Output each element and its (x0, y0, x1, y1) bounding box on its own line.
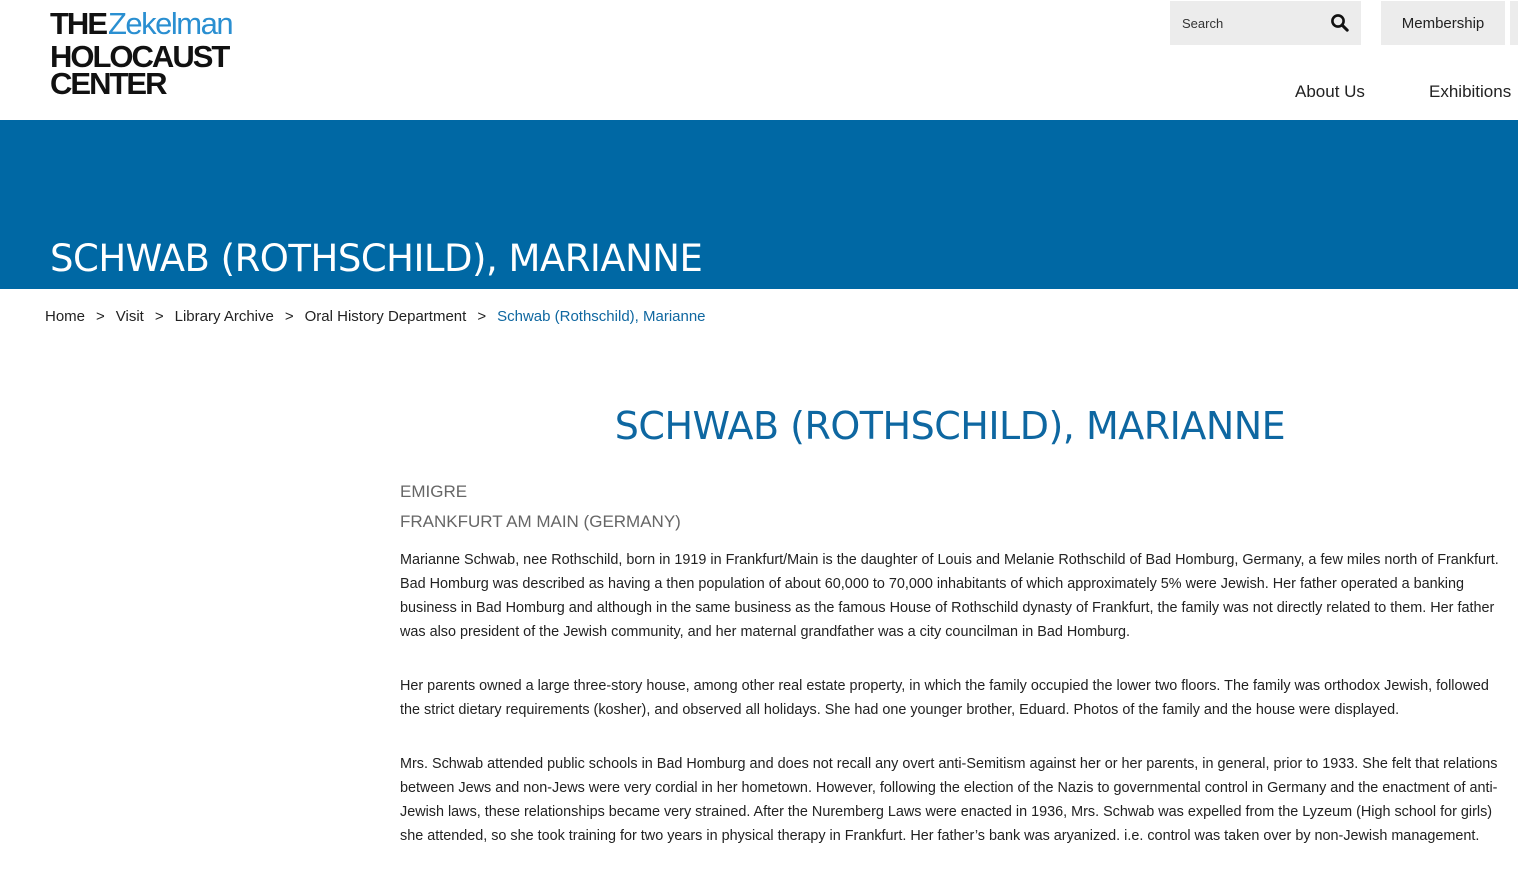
breadcrumb-separator: > (96, 307, 105, 325)
breadcrumb-library-archive[interactable]: Library Archive (174, 307, 274, 325)
banner-title: SCHWAB (ROTHSCHILD), MARIANNE (50, 237, 703, 280)
site-header (0, 0, 1518, 120)
bio-paragraph-1: Marianne Schwab, nee Rothschild, born in 1919 in Frankfurt/Main is the daughter of Louis and Melanie Rothschild of Bad Homburg, Germany, a few miles north of Frankfurt. Bad Homburg was described as having a then population of about 60,000 to 70,000 inhabitants of which approximately 5% were Jewish. Her father operated a banking business in Bad Homburg and although in the same business as the famous House of Rothschild dynasty of Frankfurt, the family was not directly related to them. Her father was also president of the Jewish community, and her maternal grandfather was a city councilman in Bad Homburg. (400, 552, 1499, 640)
page-banner (0, 120, 1518, 289)
membership-button[interactable]: Membership (1381, 1, 1505, 45)
bio-paragraph-3: Mrs. Schwab attended public schools in Bad Homburg and does not recall any overt anti-Semitism against her or her parents, in general, prior to 1933. She felt that relations between Jews and non-Jews were very cordial in her hometown. However, following the election of the Nazis to governmental control in Germany and the enactment of anti-Jewish laws, these relationships became very strained. After the Nuremberg Laws were enacted in 1936, Mrs. Schwab was expelled from the Lyzeum (High school for girls) she attended, so she took training for two years in physical therapy in Frankfurt. Her father’s bank was aryanized. i.e. control was taken over by non-Jewish management. (400, 756, 1498, 844)
logo-zekelman: Zekelman (108, 6, 233, 41)
site-logo[interactable] (50, 6, 260, 101)
search-input[interactable] (1180, 15, 1320, 32)
breadcrumb-current: Schwab (Rothschild), Marianne (497, 307, 706, 325)
logo-holocaust: HOLOCAUST (50, 39, 229, 74)
breadcrumb-separator: > (284, 307, 294, 325)
breadcrumb-separator: > (477, 307, 487, 325)
bio-paragraph-2: Her parents owned a large three-story house, among other real estate property, in which the family occupied the lower two floors. The family was orthodox Jewish, followed the strict dietary requirements (kosher), and observed all holidays. She had one younger brother, Eduard. Photos of the family and the house were displayed. (400, 678, 1489, 718)
nav-exhibitions[interactable]: Exhibitions (1429, 82, 1512, 101)
logo-the: THE (50, 6, 106, 41)
logo-center: CENTER (50, 66, 166, 101)
breadcrumb-home[interactable]: Home (45, 307, 86, 325)
search-icon (1330, 13, 1350, 33)
search-box (1170, 1, 1361, 45)
breadcrumb (45, 305, 706, 327)
category-label: EMIGRE (400, 482, 468, 501)
breadcrumb-separator: > (154, 307, 164, 325)
breadcrumb-visit[interactable]: Visit (115, 307, 144, 325)
location-label: FRANKFURT AM MAIN (GERMANY) (400, 512, 681, 531)
header-edge-button[interactable] (1510, 1, 1518, 45)
search-button[interactable] (1329, 13, 1351, 35)
content-title: SCHWAB (ROTHSCHILD), MARIANNE (614, 404, 1286, 448)
breadcrumb-oral-history[interactable]: Oral History Department (304, 307, 467, 325)
nav-about-us[interactable]: About Us (1295, 82, 1365, 101)
